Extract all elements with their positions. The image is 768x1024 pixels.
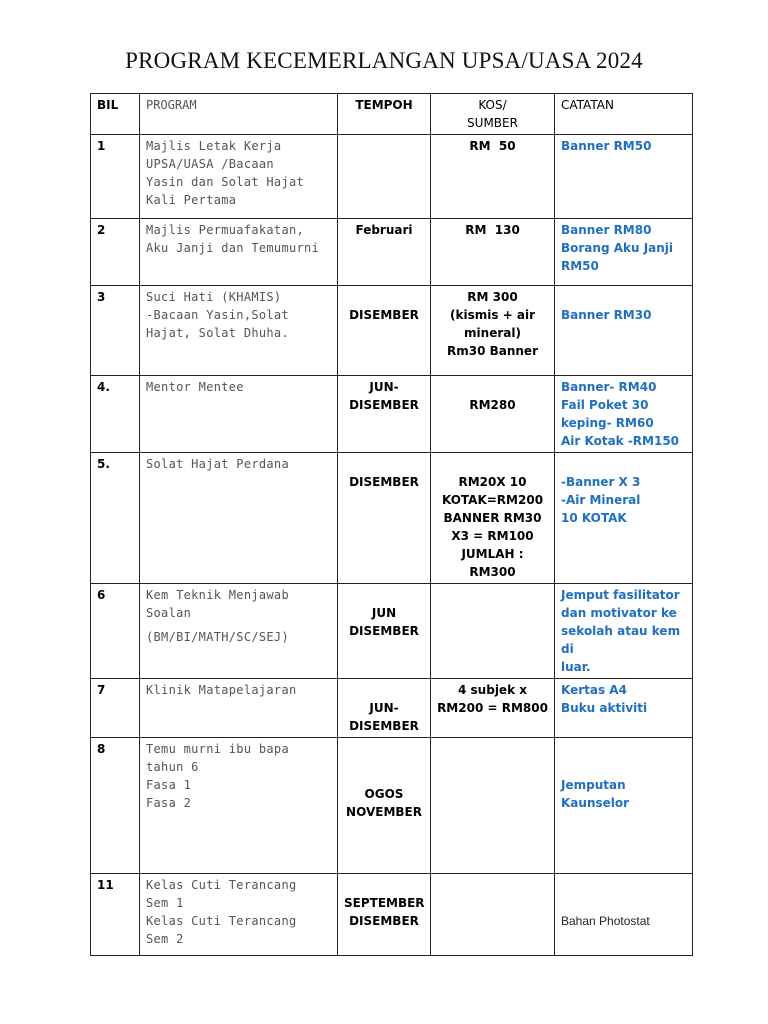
header-kos-line: SUMBER bbox=[467, 116, 518, 130]
row-program bbox=[140, 376, 338, 453]
program-line: Kelas Cuti Terancang bbox=[146, 914, 297, 928]
kos-line: 4 subjek x bbox=[458, 683, 527, 697]
kos-line: RM280 bbox=[469, 398, 516, 412]
row-kos bbox=[431, 219, 555, 286]
row-kos bbox=[431, 286, 555, 376]
tempoh-line: JUN- bbox=[369, 380, 399, 394]
catatan-line: Fail Poket 30 bbox=[561, 398, 649, 412]
program-line: Aku Janji dan Temumurni bbox=[146, 241, 320, 255]
row-bil: 5. bbox=[91, 453, 140, 584]
catatan-line: luar. bbox=[561, 660, 591, 674]
row-tempoh bbox=[338, 584, 431, 679]
table-row bbox=[91, 738, 693, 874]
kos-line: (kismis + air bbox=[449, 308, 536, 322]
catatan-line: Banner RM30 bbox=[561, 308, 652, 322]
tempoh-line: NOVEMBER bbox=[346, 805, 422, 819]
program-line: (BM/BI/MATH/SC/SEJ) bbox=[146, 630, 289, 644]
table-row bbox=[91, 874, 693, 956]
table-row bbox=[91, 376, 693, 453]
program-line: Majlis Permuafakatan, bbox=[146, 223, 305, 237]
program-line: Fasa 2 bbox=[146, 796, 192, 810]
table-row bbox=[91, 453, 693, 584]
catatan-line: RM50 bbox=[561, 259, 599, 273]
row-program bbox=[140, 874, 338, 956]
kos-line: RM20X 10 bbox=[458, 475, 527, 489]
header-program: PROGRAM bbox=[140, 94, 338, 135]
program-line: Hajat, Solat Dhuha. bbox=[146, 326, 289, 340]
tempoh-line: DISEMBER bbox=[349, 719, 419, 733]
catatan-line: Banner RM80 bbox=[561, 223, 652, 237]
row-kos bbox=[431, 738, 555, 874]
row-kos bbox=[431, 376, 555, 453]
row-tempoh bbox=[338, 376, 431, 453]
row-tempoh bbox=[338, 135, 431, 219]
row-bil: 7 bbox=[91, 679, 140, 738]
row-catatan bbox=[555, 219, 693, 286]
catatan-line: Jemput fasilitator bbox=[561, 588, 680, 602]
row-tempoh bbox=[338, 219, 431, 286]
row-catatan bbox=[555, 874, 693, 956]
kos-line: RM 50 bbox=[469, 139, 516, 153]
row-kos bbox=[431, 874, 555, 956]
row-program bbox=[140, 453, 338, 584]
row-tempoh bbox=[338, 679, 431, 738]
tempoh-line: DISEMBER bbox=[349, 624, 419, 638]
row-program bbox=[140, 584, 338, 679]
catatan-line: keping- RM60 bbox=[561, 416, 654, 430]
kos-line: KOTAK=RM200 bbox=[441, 493, 544, 507]
program-line: Kem Teknik Menjawab bbox=[146, 588, 289, 602]
program-line: Fasa 1 bbox=[146, 778, 192, 792]
tempoh-line: SEPTEMBER bbox=[344, 896, 425, 910]
program-line: Kali Pertama bbox=[146, 193, 237, 207]
catatan-line: Jemputan Kaunselor bbox=[561, 778, 630, 810]
program-line: -Bacaan Yasin,Solat bbox=[146, 308, 289, 322]
catatan-line: Borang Aku Janji bbox=[561, 241, 674, 255]
kos-line: Rm30 Banner bbox=[446, 344, 538, 358]
program-line: Majlis Letak Kerja bbox=[146, 139, 282, 153]
tempoh-line: OGOS bbox=[364, 787, 404, 801]
header-tempoh: TEMPOH bbox=[338, 94, 431, 135]
program-line: UPSA/UASA /Bacaan bbox=[146, 157, 274, 171]
page-title: PROGRAM KECEMERLANGAN UPSA/UASA 2024 bbox=[125, 48, 643, 73]
kos-line: X3 = RM100 bbox=[451, 529, 534, 543]
kos-line: mineral) bbox=[464, 326, 521, 340]
row-kos bbox=[431, 584, 555, 679]
header-catatan: CATATAN bbox=[555, 94, 693, 135]
program-table bbox=[90, 93, 693, 956]
catatan-line: Buku aktiviti bbox=[561, 701, 648, 715]
row-catatan bbox=[555, 376, 693, 453]
row-tempoh bbox=[338, 738, 431, 874]
table-row bbox=[91, 219, 693, 286]
row-bil: 6 bbox=[91, 584, 140, 679]
row-catatan bbox=[555, 584, 693, 679]
program-line: Temu murni ibu bapa bbox=[146, 742, 289, 756]
row-program bbox=[140, 738, 338, 874]
row-tempoh bbox=[338, 874, 431, 956]
row-kos bbox=[431, 453, 555, 584]
program-line: Sem 2 bbox=[146, 932, 184, 946]
row-program bbox=[140, 135, 338, 219]
row-catatan bbox=[555, 679, 693, 738]
row-catatan bbox=[555, 135, 693, 219]
row-program bbox=[140, 679, 338, 738]
row-program bbox=[140, 219, 338, 286]
catatan-line: -Air Mineral bbox=[561, 493, 641, 507]
catatan-line: dan motivator ke bbox=[561, 606, 677, 620]
tempoh-line: JUN bbox=[371, 606, 397, 620]
kos-line: JUMLAH : bbox=[461, 547, 524, 561]
tempoh-line: DISEMBER bbox=[349, 914, 419, 928]
catatan-line: Air Kotak -RM150 bbox=[561, 434, 680, 448]
program-line: Soalan bbox=[146, 606, 192, 620]
row-catatan bbox=[555, 738, 693, 874]
row-bil: 11 bbox=[91, 874, 140, 956]
row-tempoh bbox=[338, 286, 431, 376]
header-bil: BIL bbox=[91, 94, 140, 135]
program-line: Klinik Matapelajaran bbox=[146, 683, 297, 697]
kos-line: RM300 bbox=[469, 565, 516, 579]
program-line: Sem 1 bbox=[146, 896, 184, 910]
row-bil: 4. bbox=[91, 376, 140, 453]
row-kos bbox=[431, 135, 555, 219]
catatan-line: Bahan Photostat bbox=[561, 914, 650, 928]
row-bil: 1 bbox=[91, 135, 140, 219]
header-kos-line: KOS/ bbox=[478, 98, 507, 112]
row-program bbox=[140, 286, 338, 376]
catatan-line: Banner RM50 bbox=[561, 139, 652, 153]
table-header-row bbox=[91, 94, 693, 135]
row-bil: 2 bbox=[91, 219, 140, 286]
program-line: Suci Hati (KHAMIS) bbox=[146, 290, 282, 304]
table-row bbox=[91, 584, 693, 679]
kos-line: RM 130 bbox=[465, 223, 520, 237]
kos-line: RM200 = RM800 bbox=[437, 701, 548, 715]
kos-line: BANNER RM30 bbox=[443, 511, 542, 525]
row-kos bbox=[431, 679, 555, 738]
program-line: Mentor Mentee bbox=[146, 380, 244, 394]
program-line: Kelas Cuti Terancang bbox=[146, 878, 297, 892]
catatan-line: Banner- RM40 bbox=[561, 380, 657, 394]
table-row bbox=[91, 286, 693, 376]
tempoh-line: DISEMBER bbox=[349, 475, 419, 489]
row-tempoh bbox=[338, 453, 431, 584]
header-kos bbox=[431, 94, 555, 135]
catatan-line: 10 KOTAK bbox=[561, 511, 627, 525]
tempoh-line: Februari bbox=[355, 223, 413, 237]
tempoh-line: JUN- bbox=[369, 701, 399, 715]
tempoh-line: DISEMBER bbox=[349, 398, 419, 412]
row-bil: 8 bbox=[91, 738, 140, 874]
program-line: tahun 6 bbox=[146, 760, 199, 774]
catatan-line: sekolah atau kem di bbox=[561, 624, 685, 656]
table-row bbox=[91, 679, 693, 738]
row-catatan bbox=[555, 453, 693, 584]
tempoh-line: DISEMBER bbox=[349, 308, 419, 322]
program-line: Solat Hajat Perdana bbox=[146, 457, 289, 471]
row-bil: 3 bbox=[91, 286, 140, 376]
table-row bbox=[91, 135, 693, 219]
kos-line: RM 300 bbox=[467, 290, 518, 304]
catatan-line: -Banner X 3 bbox=[561, 475, 641, 489]
row-catatan bbox=[555, 286, 693, 376]
program-line: Yasin dan Solat Hajat bbox=[146, 175, 305, 189]
catatan-line: Kertas A4 bbox=[561, 683, 627, 697]
